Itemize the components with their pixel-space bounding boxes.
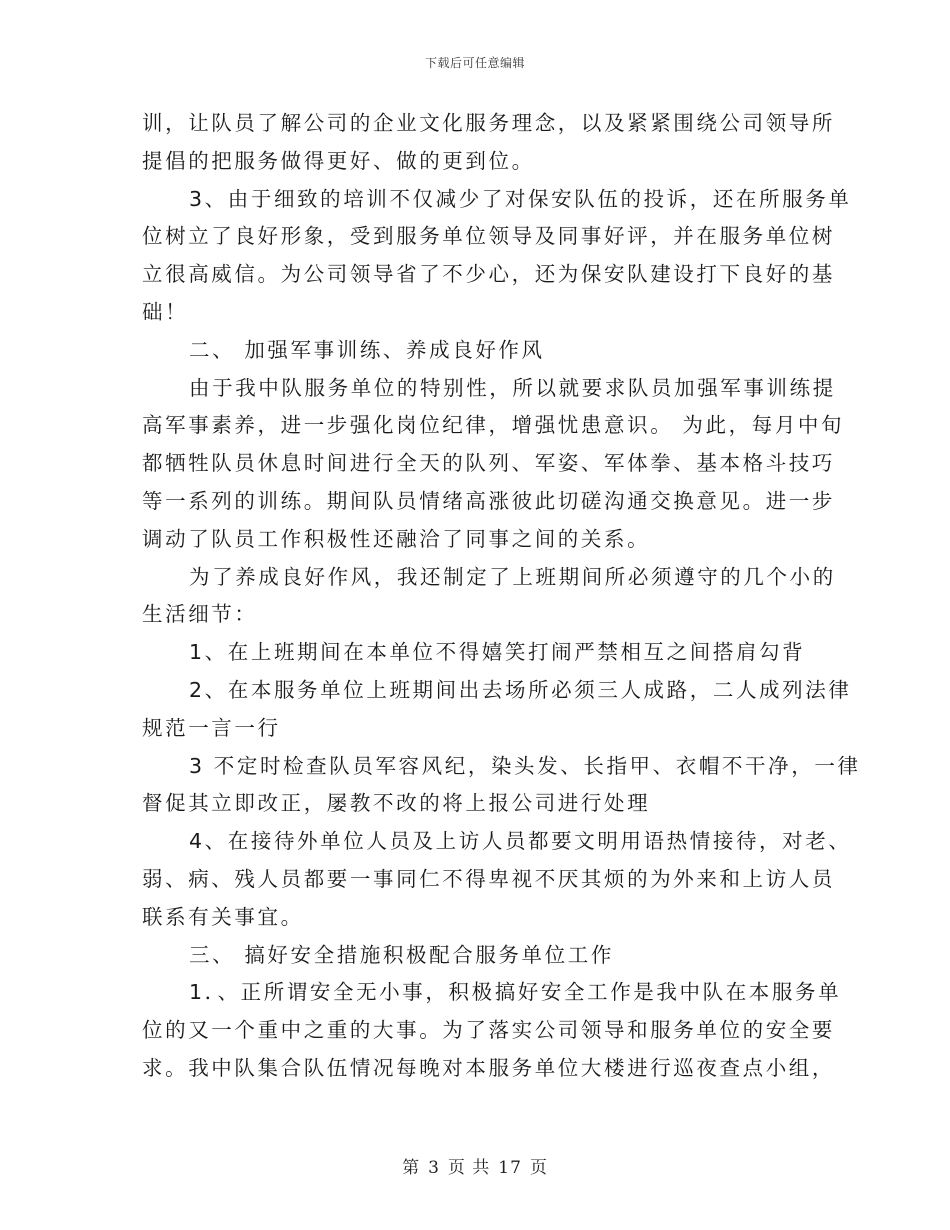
body-line: 训，让队员了解公司的企业文化服务理念，以及紧紧围绕公司领导所 [142,111,835,135]
body-line: 高军事素养，进一步强化岗位纪律，增强忧患意识。 为此，每月中旬 [142,413,845,438]
body-line: 1．、正所谓安全无小事，积极搞好安全工作是我中队在本服务单 [189,980,842,1005]
body-line: 3、由于细致的培训不仅减少了对保安队伍的投诉，还在所服务单 [189,186,852,211]
body-line: 由于我中队服务单位的特别性，所以就要求队员加强军事训练提 [189,375,836,400]
body-line: 为了养成良好作风，我还制定了上班期间所必须遵守的几个小的 [189,564,836,589]
body-line: 联系有关事宜。 [142,904,304,929]
page-footer [0,1153,950,1178]
document-body [142,105,861,1088]
list-item: 4、在接待外单位人员及上访人员都要文明用语热情接待，对老、 [189,829,852,854]
body-line: 规范一言一行 [142,715,281,740]
body-line: 调动了队员工作积极性还融洽了同事之间的关系。 [142,526,651,551]
body-line: 生活细节： [142,602,258,627]
body-line: 位的又一个重中之重的大事。为了落实公司领导和服务单位的安全要 [142,1018,835,1043]
body-line: 求。我中队集合队伍情况每晚对本服务单位大楼进行巡夜查点小组， [142,1055,835,1080]
footer-middle: 页 共 [447,1158,491,1178]
footer-total-pages: 17 [498,1158,522,1178]
list-item: 3 不定时检查队员军容风纪，染头发、长指甲、衣帽不干净，一律 [189,753,861,778]
body-line: 立很高威信。为公司领导省了不少心，还为保安队建设打下良好的基 [142,262,835,287]
body-line: 础！ [142,299,189,324]
body-line: 督促其立即改正，屡教不改的将上报公司进行处理 [142,791,651,816]
body-line: 位树立了良好形象，受到服务单位领导及同事好评，并在服务单位树 [142,224,835,249]
body-line: 弱、病、残人员都要一事同仁不得卑视不厌其烦的为外来和上访人员 [142,866,835,891]
body-line: 等一系列的训练。期间队员情绪高涨彼此切磋沟通交换意见。进一步 [142,488,835,513]
section-heading: 三、 搞好安全措施积极配合服务单位工作 [189,942,614,967]
list-item: 1、在上班期间在本单位不得嬉笑打闹严禁相互之间搭肩勾背 [189,640,806,665]
footer-prefix: 第 [402,1158,421,1178]
footer-suffix: 页 [529,1158,548,1178]
page-header-note: 下载后可任意编辑 [424,56,525,70]
footer-page-number: 3 [428,1158,440,1178]
body-line: 都牺牲队员休息时间进行全天的队列、军姿、军体拳、基本格斗技巧 [142,451,835,476]
body-line: 提倡的把服务做得更好、做的更到位。 [142,148,535,173]
list-item: 2、在本服务单位上班期间出去场所必须三人成路，二人成列法律 [189,677,852,702]
section-heading: 二、 加强军事训练、养成良好作风 [189,337,545,362]
